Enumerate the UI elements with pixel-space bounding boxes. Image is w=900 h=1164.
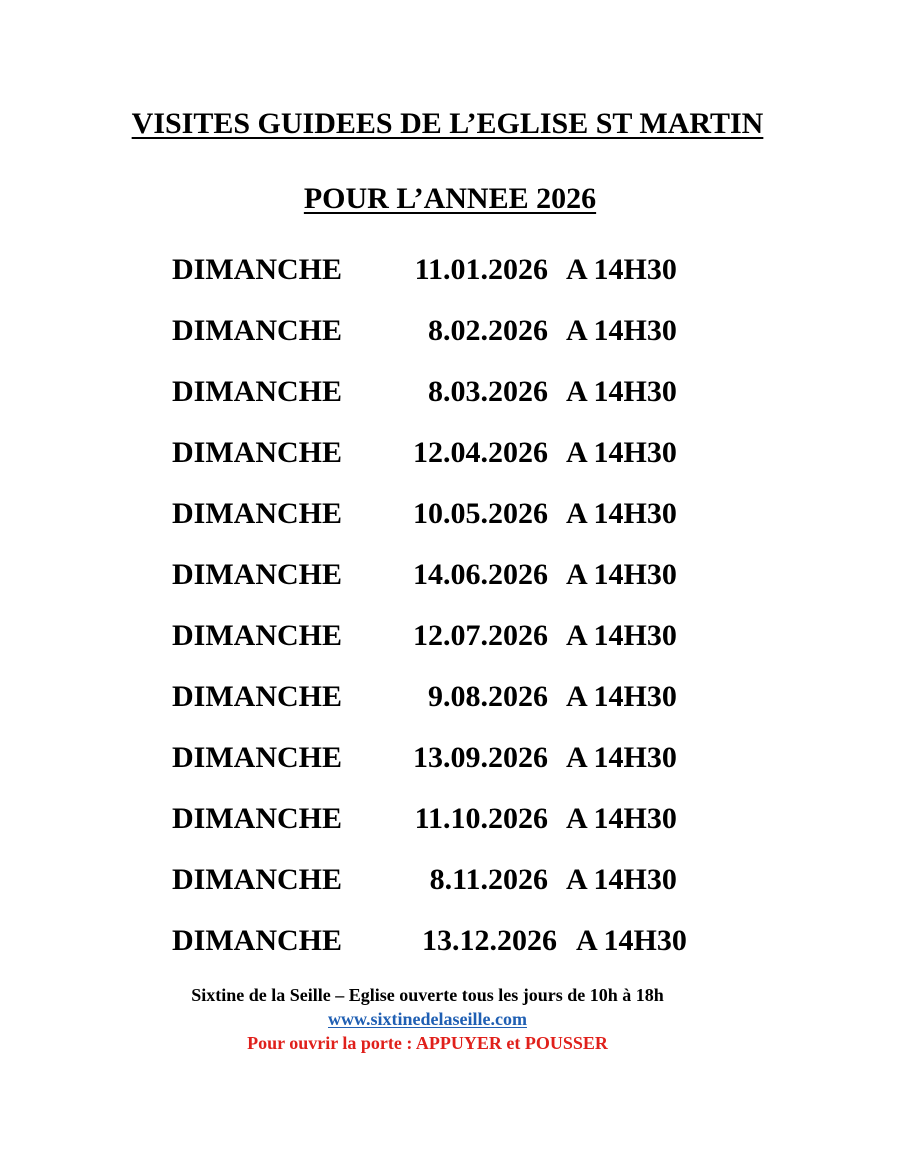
schedule-row	[0, 797, 900, 858]
schedule-time: A 14H30	[576, 924, 687, 957]
schedule-date: 13.09.2026	[413, 741, 548, 774]
schedule-time: A 14H30	[566, 253, 677, 286]
schedule-date: 8.02.2026	[428, 314, 548, 347]
schedule-time: A 14H30	[566, 741, 677, 774]
schedule-time: A 14H30	[566, 619, 677, 652]
door-notice: Pour ouvrir la porte : APPUYER et POUSSER	[247, 1033, 608, 1053]
schedule-day: DIMANCHE	[172, 436, 342, 469]
schedule-date: 14.06.2026	[413, 558, 548, 591]
schedule-row	[0, 614, 900, 675]
schedule-row	[0, 248, 900, 309]
website-link[interactable]: www.sixtinedelaseille.com	[328, 1009, 527, 1029]
schedule-day: DIMANCHE	[172, 741, 342, 774]
schedule-row	[0, 858, 900, 919]
schedule-date: 13.12.2026	[422, 924, 557, 957]
schedule-date: 8.11.2026	[429, 863, 548, 896]
schedule-row	[0, 553, 900, 614]
schedule-time: A 14H30	[566, 802, 677, 835]
visit-schedule	[0, 248, 900, 980]
schedule-date: 12.04.2026	[413, 436, 548, 469]
schedule-time: A 14H30	[566, 680, 677, 713]
schedule-day: DIMANCHE	[172, 680, 342, 713]
schedule-date: 11.10.2026	[414, 802, 548, 835]
schedule-date: 8.03.2026	[428, 375, 548, 408]
schedule-date: 12.07.2026	[413, 619, 548, 652]
schedule-row	[0, 370, 900, 431]
schedule-date: 11.01.2026	[414, 253, 548, 286]
schedule-row	[0, 431, 900, 492]
schedule-day: DIMANCHE	[172, 253, 342, 286]
document-title: VISITES GUIDEES DE L’EGLISE ST MARTIN	[131, 107, 764, 140]
schedule-day: DIMANCHE	[172, 619, 342, 652]
schedule-date: 9.08.2026	[428, 680, 548, 713]
church-info: Sixtine de la Seille – Eglise ouverte tous les jours de 10h à 18h	[191, 985, 664, 1005]
schedule-time: A 14H30	[566, 497, 677, 530]
schedule-time: A 14H30	[566, 863, 677, 896]
schedule-time: A 14H30	[566, 314, 677, 347]
schedule-day: DIMANCHE	[172, 863, 342, 896]
schedule-day: DIMANCHE	[172, 497, 342, 530]
document-subtitle: POUR L’ANNEE 2026	[303, 182, 597, 215]
schedule-day: DIMANCHE	[172, 924, 342, 957]
schedule-time: A 14H30	[566, 436, 677, 469]
schedule-day: DIMANCHE	[172, 375, 342, 408]
schedule-day: DIMANCHE	[172, 314, 342, 347]
schedule-row	[0, 675, 900, 736]
schedule-row	[0, 492, 900, 553]
schedule-time: A 14H30	[566, 558, 677, 591]
schedule-date: 10.05.2026	[413, 497, 548, 530]
schedule-time: A 14H30	[566, 375, 677, 408]
schedule-day: DIMANCHE	[172, 802, 342, 835]
schedule-day: DIMANCHE	[172, 558, 342, 591]
schedule-row	[0, 919, 900, 980]
schedule-row	[0, 309, 900, 370]
footer	[0, 983, 855, 1055]
schedule-row	[0, 736, 900, 797]
